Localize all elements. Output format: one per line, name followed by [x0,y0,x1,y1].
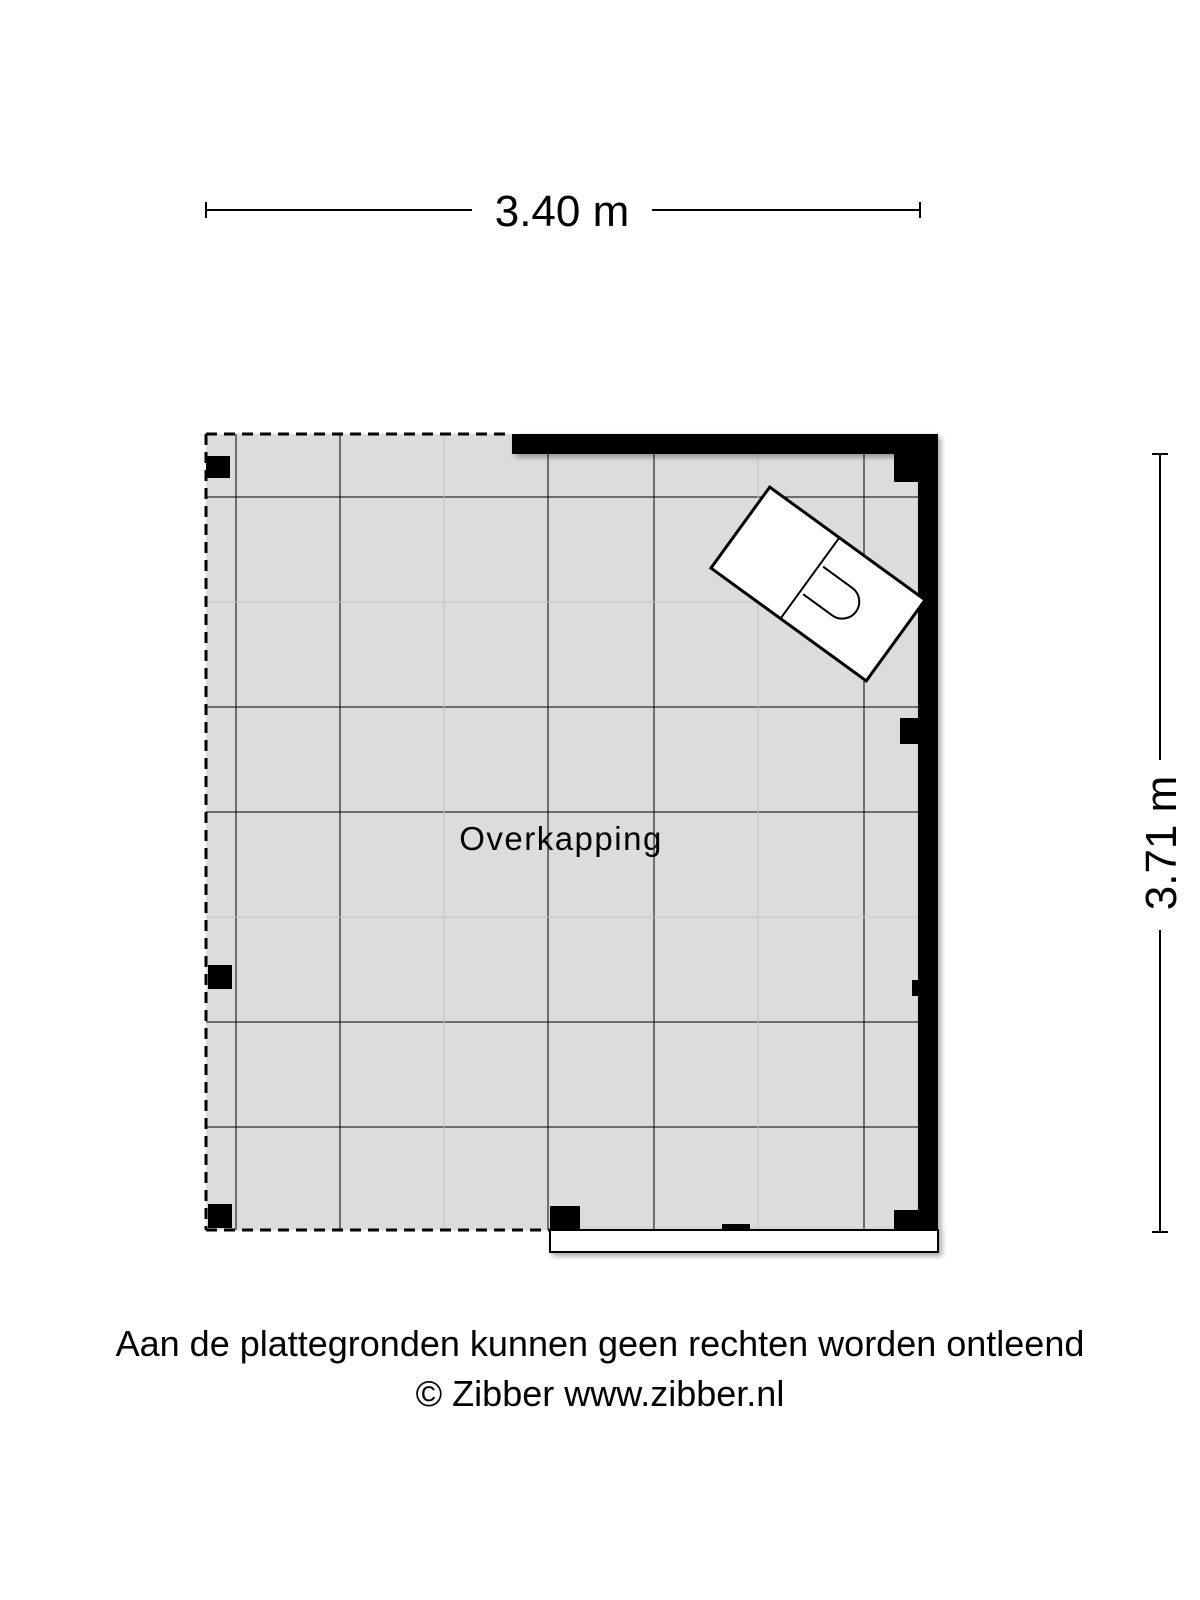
post [894,1210,918,1230]
post [208,1204,232,1228]
bottom-sill [550,1230,938,1252]
height-dimension [1137,454,1186,1232]
disclaimer-text: Aan de plattegronden kunnen geen rechten worden ontleend [115,1323,1085,1364]
copyright-text: © Zibber www.zibber.nl [415,1373,785,1414]
room-label: Overkapping [459,820,663,857]
width-dimension [206,187,920,236]
post [550,1206,580,1230]
top-wall [512,434,938,454]
post [912,980,918,996]
post [722,1224,750,1230]
right-wall [918,434,938,1230]
post [900,718,918,744]
width-label: 3.40 m [494,187,630,236]
height-label: 3.71 m [1137,775,1186,911]
post [206,456,230,478]
post [208,965,232,989]
post [894,454,918,482]
